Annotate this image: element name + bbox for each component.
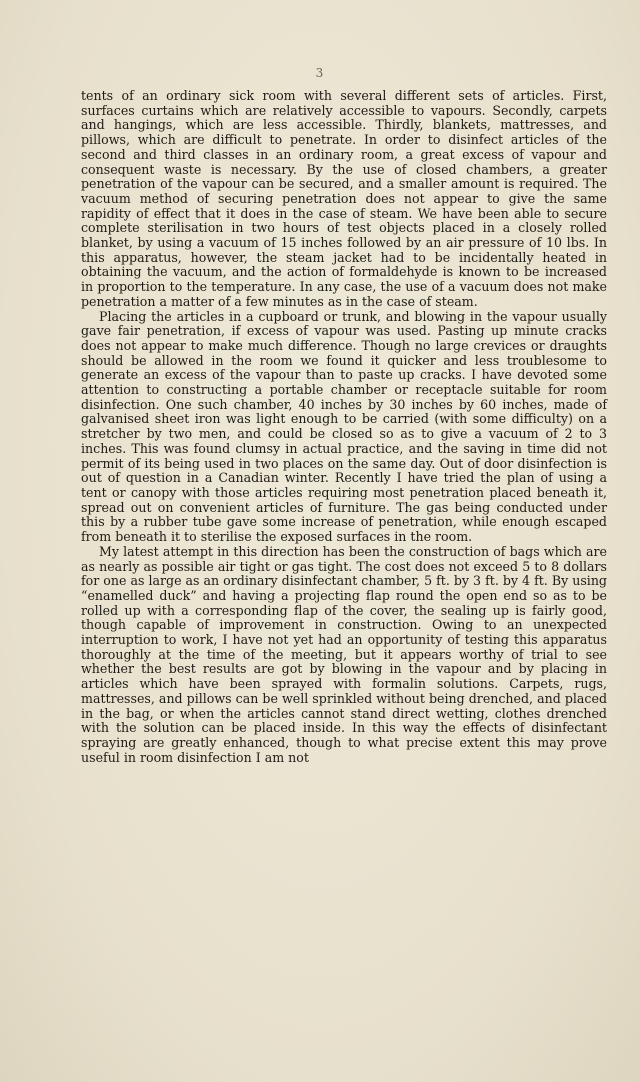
paragraph-1: tents of an ordinary sick room with several different sets of articles. First, surfaces curtains which are relatively accessible to vapours. Secondly, carpets and hangings, which are less accessible. Thirdly, blankets, mattresses, and pillows, which are difficult to penetrate. In order to disinfect articles of the second and third classes in an ordinary room, a great excess of vapour and consequent waste is necessary. By the use of closed chambers, a greater penetration of the vapour can be secured, and a smaller amount is required. The vacuum method of securing penetration does not appear to give the same rapidity of effect that it does in the case of steam. We have been able to secure complete sterilisation in two hours of test objects placed in a closely rolled blanket, by using a vacuum of 15 inches followed by an air pressure of 10 lbs. In this apparatus, however, the steam jacket had to be incidentally heated in obtaining the vacuum, and the action of formaldehyde is known to be increased in proportion to the temperature. In any case, the use of a vacuum does not make penetration a matter of a few minutes as in the case of steam. <box>81 88 607 309</box>
body-text <box>81 89 607 765</box>
paragraph-2: Placing the articles in a cupboard or trunk, and blowing in the vapour usually gave fair penetration, if excess of vapour was used. Pasting up minute cracks does not appear to make much difference. Though no large crevices or draughts should be allowed in the room we found it quicker and less troublesome to generate an excess of the vapour than to paste up cracks. I have devoted some attention to constructing a portable chamber or receptacle suitable for room disinfection. One such chamber, 40 inches by 30 inches by 60 inches, made of galvanised sheet iron was light enough to be carried (with some difficulty) on a stretcher by two men, and could be closed so as to give a vacuum of 2 to 3 inches. This was found clumsy in actual practice, and the saving in time did not permit of its being used in two places on the same day. Out of door disinfection is out of question in a Canadian winter. Recently I have tried the plan of using a tent or canopy with those articles requiring most penetration placed beneath it, spread out on convenient articles of furniture. The gas being conducted under this by a rubber tube gave some increase of penetration, while enough escaped from beneath it to sterilise the exposed surfaces in the room. <box>81 308 607 545</box>
paragraph-3: My latest attempt in this direction has been the construction of bags which are as nearly as possible air tight or gas tight. The cost does not exceed 5 to 8 dollars for one as large as an ordinary disinfectant chamber, 5 ft. by 3 ft. by 4 ft. By using “enamelled duck” and having a projecting flap round the open end so as to be rolled up with a corresponding flap of the cover, the sealing up is fairly good, though capable of improvement in construction. Owing to an unexpected interruption to work, I have not yet had an opportunity of testing this apparatus thoroughly at the time of the meeting, but it appears worthy of trial to see whether the best results are got by blowing in the vapour and by placing in articles which have been sprayed with formalin solutions. Carpets, rugs, mattresses, and pillows can be well sprinkled without being drenched, and placed in the bag, or when the articles cannot stand direct wetting, clothes drenched with the solution can be placed inside. In this way the effects of disinfectant spraying are greatly enhanced, though to what precise extent this may prove useful in room disinfection I am not <box>81 543 607 765</box>
page-number: 3 <box>315 66 325 80</box>
